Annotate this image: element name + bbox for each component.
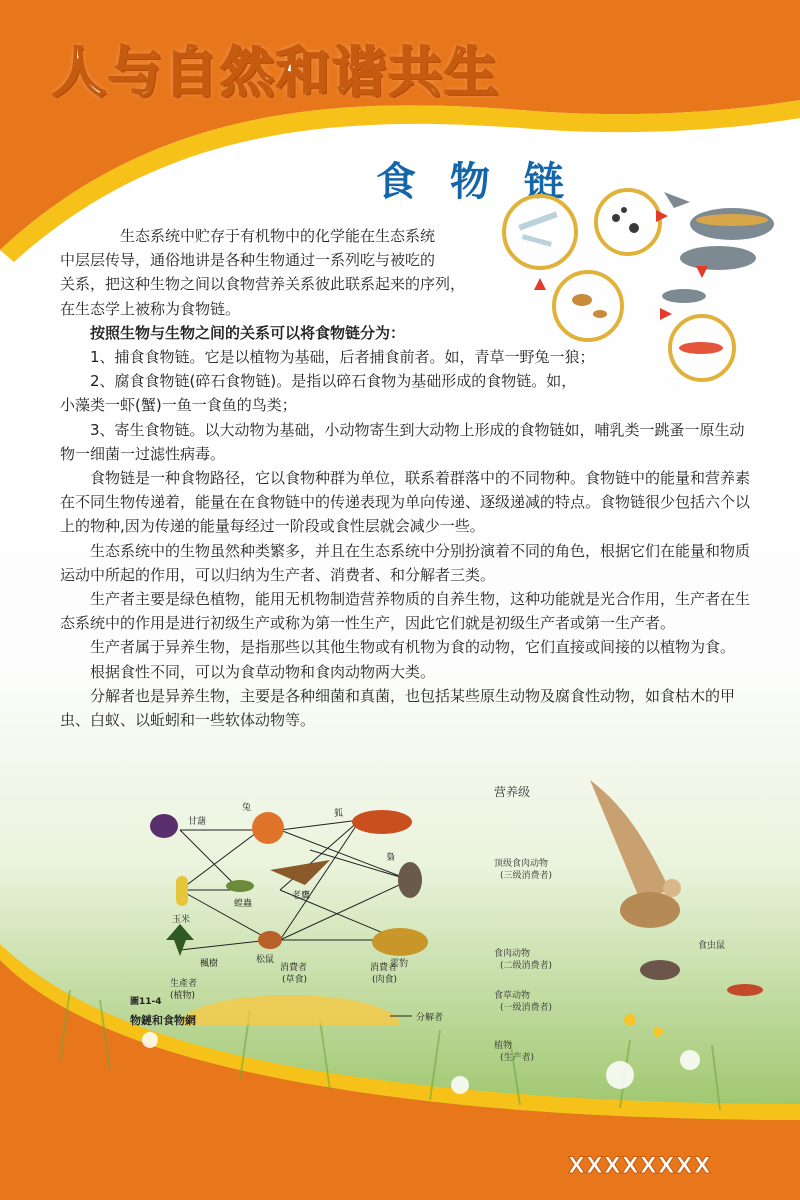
chain-type-1: 1、捕食食物链。它是以植物为基础，后者捕食前者。如，青草一野兔一狼； (90, 348, 595, 367)
article-body (60, 224, 750, 732)
tier-carnivore-sub: (二级消费者) (500, 961, 553, 971)
tier-herbivore-name: 食草动物 (494, 991, 531, 1001)
label-squirrel: 松鼠 (256, 955, 275, 965)
decomposer-paragraph: 分解者也是异养生物，主要是各种细菌和真菌，也包括某些原生动物及腐食性动物，如食枯木的甲虫、白蚁、以蚯蚓和一些软体动物等。 (60, 686, 736, 730)
label-consumer-meat-sub: (肉食) (372, 975, 398, 985)
trophic-levels-diagram (480, 770, 780, 1070)
food-web-diagram (120, 790, 460, 1040)
eagle-icon (270, 860, 330, 885)
maple-icon (166, 924, 194, 956)
producer-paragraph: 生产者主要是绿色植物，能用无机物制造营养物质的自养生物，这种功能就是光合作用，生产者在生态系统中的作用是进行初级生产或称为第一性生产，因此它们就是初级生产者或第一生产者。 (60, 590, 751, 633)
label-beet: 甘藷 (188, 817, 207, 827)
tier-top-name: 顶级食肉动物 (494, 859, 549, 869)
figure-number: 圖11-4 (130, 997, 162, 1007)
classify-heading: 按照生物与生物之间的关系可以将食物链分为： (90, 323, 406, 342)
energy-paragraph: 食物链是一种食物路径，它以食物种群为单位，联系着群落中的不同物种。食物链中的能量和营养素在不同生物传递着，能量在在食物链中的传递表现为单向传递、逐级递减的特点。食物链很少包括六个以上的物种,因为传递的能量每经过一阶段或食性层就会减少一些。 (60, 469, 751, 536)
label-producer-sub: (植物) (170, 991, 196, 1001)
tier-plant-sub: (生产者) (500, 1053, 535, 1063)
decomposer-sun-icon (180, 995, 400, 1025)
label-decomposer: 分解者 (416, 1013, 444, 1023)
label-rabbit: 兔 (242, 803, 252, 813)
rabbit-icon (252, 812, 284, 844)
poster-main-title: 人与自然和谐共生 (52, 41, 500, 104)
label-grasshopper: 蝗蟲 (234, 899, 253, 909)
shrew-icon (640, 960, 680, 980)
chain-type-2-example: 小藻类一虾(蟹)一鱼一食鱼的鸟类； (60, 396, 297, 415)
tier-top-sub: (三级消费者) (500, 871, 553, 881)
diet-paragraph: 根据食性不同，可以为食草动物和食肉动物两大类。 (90, 662, 436, 681)
intro-line-3: 关系，把这种生物之间以食物营养关系彼此联系起来的序列， (60, 275, 466, 294)
footer-code: XXXXXXXX (568, 1154, 712, 1179)
label-consumer-meat: 消費者 (370, 963, 398, 973)
label-leopard: 雲豹 (390, 959, 409, 969)
roles-paragraph: 生态系统中的生物虽然种类繁多，并且在生态系统中分别扮演着不同的角色，根据它们在能量和物质运动中所起的作用，可以归纳为生产者、消费者、和分解者三类。 (60, 541, 751, 584)
section-title: 食 物 链 (376, 159, 574, 205)
owl-icon (398, 862, 422, 898)
corn-icon (176, 876, 188, 906)
figure-caption: 物鏈和食物網 (130, 1014, 196, 1027)
label-consumer-herb-sub: (草食) (282, 975, 308, 985)
chain-type-3: 3、寄生食物链。以大动物为基础，小动物寄生到大动物上形成的食物链如，哺乳类一跳蚤一原生动物一细菌一过滤性病毒。 (60, 420, 745, 463)
hawk-icon (590, 780, 681, 928)
label-fox: 狐 (334, 809, 344, 819)
label-maple: 楓樹 (200, 959, 219, 969)
fox-icon (352, 810, 412, 834)
intro-line-2: 中层层传导，通俗地讲是各种生物通过一系列吃与被吃的 (60, 251, 436, 270)
label-producer: 生產者 (170, 979, 198, 989)
squirrel-icon (258, 931, 282, 949)
leopard-icon (372, 928, 428, 956)
tier-herbivore-sub: (一级消费者) (500, 1003, 553, 1013)
label-owl: 梟 (386, 853, 396, 863)
label-corn: 玉米 (172, 915, 191, 925)
shrew-label: 食虫鼠 (698, 941, 726, 951)
label-consumer-herb: 消費者 (280, 963, 308, 973)
grasshopper-icon (727, 984, 763, 996)
chain-type-2: 2、腐食食物链(碎石食物链)。是指以碎石食物为基础形成的食物链。如， (90, 372, 577, 391)
tier-plant-name: 植物 (494, 1041, 513, 1051)
intro-line-4: 在生态学上被称为食物链。 (60, 299, 241, 318)
trophic-heading: 营养级 (494, 785, 531, 799)
grasshopper-icon (226, 880, 254, 892)
consumer-paragraph: 生产者属于异养生物，是指那些以其他生物或有机物为食的动物，它们直接或间接的以植物为食。 (90, 638, 736, 657)
flower-icon (624, 1014, 636, 1026)
beet-icon (150, 814, 178, 838)
intro-line-1: 生态系统中贮存于有机物中的化学能在生态系统 (120, 227, 436, 245)
label-eagle: 老鷹 (292, 891, 311, 901)
tier-carnivore-name: 食肉动物 (494, 949, 531, 959)
flower-icon (653, 1027, 663, 1037)
